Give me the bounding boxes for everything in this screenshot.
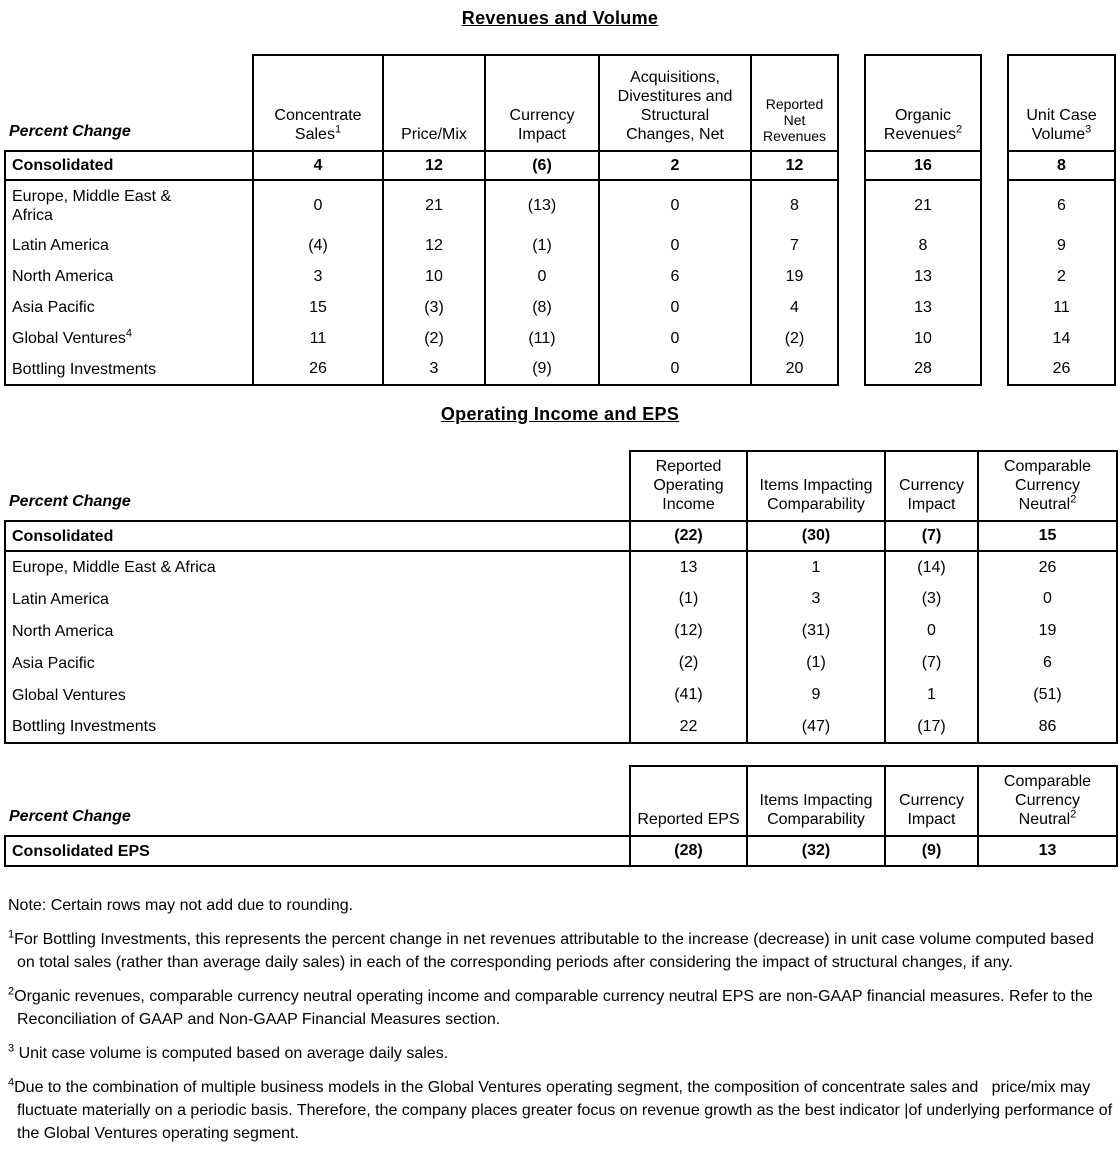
footnote-1 [8, 928, 1114, 974]
value-cell: 7 [751, 230, 838, 261]
value-cell: 8 [865, 230, 981, 261]
value-cell: 26 [978, 551, 1117, 583]
gap-cell [981, 55, 1008, 151]
value-cell: 28 [865, 354, 981, 385]
footnote-3 [8, 1042, 1114, 1065]
value-cell: 13 [865, 292, 981, 323]
value-cell: (2) [383, 323, 485, 354]
header-unit-case-volume [1008, 55, 1115, 151]
header-text: Comparable Currency Neutral [1003, 458, 1092, 513]
gap-cell [838, 151, 865, 180]
value-cell: 26 [253, 354, 383, 385]
operating-income-eps-title: Operating Income and EPS [440, 404, 680, 424]
value-cell: 0 [978, 583, 1117, 615]
value-cell: (12) [630, 615, 747, 647]
row-label-latin-america: Latin America [5, 583, 630, 615]
header-text: Reported Operating Income [653, 458, 724, 513]
value-cell: 9 [1008, 230, 1115, 261]
gap-cell [838, 261, 865, 292]
header-reported-eps [630, 766, 747, 836]
value-cell: (47) [747, 711, 885, 743]
value-cell: 1 [885, 679, 978, 711]
header-text: Concentrate Sales [274, 107, 362, 143]
header-text: Currency Impact [899, 477, 964, 513]
value-cell: 0 [485, 261, 599, 292]
header-text: Acquisitions, Divestitures and Structural Changes, Net [617, 69, 733, 143]
header-reported-net-revenues [751, 55, 838, 151]
value-cell: 3 [383, 354, 485, 385]
header-text: Currency Impact [899, 792, 964, 828]
row-label-text: North America [12, 268, 114, 286]
row-label-emea [5, 180, 253, 230]
gap-cell [838, 180, 865, 230]
gap-cell [981, 354, 1008, 385]
header-sup: 1 [334, 123, 342, 136]
value-cell: 13 [865, 261, 981, 292]
value-cell: 0 [885, 615, 978, 647]
header-acquisitions-divestitures [599, 55, 751, 151]
value-cell: 26 [1008, 354, 1115, 385]
value-cell: 8 [1008, 151, 1115, 180]
value-cell: (1) [630, 583, 747, 615]
row-label-asia-pacific: Asia Pacific [5, 647, 630, 679]
header-text: Items Impacting Comparability [759, 477, 873, 513]
value-cell: 86 [978, 711, 1117, 743]
value-cell: 14 [1008, 323, 1115, 354]
value-cell: 16 [865, 151, 981, 180]
header-price-mix [383, 55, 485, 151]
value-cell: (8) [485, 292, 599, 323]
footnote-text: Unit case volume is computed based on average daily sales. [14, 1045, 449, 1062]
value-cell: (3) [885, 583, 978, 615]
value-cell: (9) [885, 836, 978, 866]
value-cell: 0 [599, 292, 751, 323]
header-items-impacting-comparability [747, 451, 885, 521]
operating-income-table [4, 450, 1118, 744]
value-cell: (2) [630, 647, 747, 679]
value-cell: 15 [253, 292, 383, 323]
row-label-consolidated: Consolidated [5, 521, 630, 551]
row-label-text: Bottling Investments [12, 360, 157, 378]
footnote-marker: 2 [8, 985, 15, 998]
footnote-marker: 4 [8, 1076, 15, 1089]
header-text: Price/Mix [401, 126, 467, 143]
value-cell: (11) [485, 323, 599, 354]
footnote-text: For Bottling Investments, this represents the percent change in net revenues attributable to the increase (decrease) in unit case volume computed based on total sales (rather than average daily sales) in each of the corresponding periods after considering the impact of structural changes, if any. [14, 931, 1099, 971]
value-cell: 12 [751, 151, 838, 180]
header-text: Reported Net Revenues [762, 96, 827, 144]
revenues-volume-title: Revenues and Volume [461, 8, 659, 28]
value-cell: 4 [253, 151, 383, 180]
header-currency-impact [885, 451, 978, 521]
header-comparable-currency-neutral [978, 766, 1117, 836]
gap-cell [981, 292, 1008, 323]
header-text: Unit Case Volume [1026, 107, 1097, 143]
value-cell: 13 [630, 551, 747, 583]
row-label-global-ventures [5, 323, 253, 354]
percent-change-label: Percent Change [9, 808, 131, 825]
header-text: Comparable Currency Neutral [1003, 773, 1092, 828]
value-cell: 1 [747, 551, 885, 583]
value-cell: (13) [485, 180, 599, 230]
value-cell: (31) [747, 615, 885, 647]
row-label-global-ventures: Global Ventures [5, 679, 630, 711]
row-label-sup: 4 [125, 327, 132, 340]
percent-change-label: Percent Change [9, 493, 131, 510]
header-currency-impact [485, 55, 599, 151]
gap-cell [981, 230, 1008, 261]
value-cell: (22) [630, 521, 747, 551]
footnote-marker: 1 [8, 928, 15, 941]
value-cell: (6) [485, 151, 599, 180]
row-label-text: Global Ventures [12, 330, 126, 348]
percent-change-label: Percent Change [9, 123, 131, 140]
value-cell: 15 [978, 521, 1117, 551]
header-organic-revenues [865, 55, 981, 151]
value-cell: (4) [253, 230, 383, 261]
footnote-text: Organic revenues, comparable currency neutral operating income and comparable currency neutral EPS are non-GAAP financial measures. Refer to the Reconciliation of GAAP and Non-GAAP Financial Measures section. [14, 988, 1098, 1028]
footnote-2 [8, 985, 1114, 1031]
footnote-marker: 3 [8, 1042, 15, 1055]
value-cell: 13 [978, 836, 1117, 866]
value-cell: 11 [253, 323, 383, 354]
value-cell: 6 [978, 647, 1117, 679]
gap-cell [838, 230, 865, 261]
value-cell: 11 [1008, 292, 1115, 323]
header-text: Items Impacting Comparability [759, 792, 873, 828]
value-cell: (1) [485, 230, 599, 261]
value-cell: 2 [599, 151, 751, 180]
gap-cell [838, 55, 865, 151]
value-cell: 4 [751, 292, 838, 323]
value-cell: 0 [599, 354, 751, 385]
value-cell: 12 [383, 230, 485, 261]
value-cell: 0 [599, 180, 751, 230]
value-cell: 0 [599, 230, 751, 261]
footnotes [4, 894, 1116, 1145]
value-cell: (32) [747, 836, 885, 866]
value-cell: 22 [630, 711, 747, 743]
row-label-bottling-investments: Bottling Investments [5, 711, 630, 743]
row-label-emea: Europe, Middle East & Africa [5, 551, 630, 583]
gap-cell [981, 261, 1008, 292]
value-cell: (41) [630, 679, 747, 711]
header-sup: 2 [1070, 808, 1077, 821]
header-items-impacting-comparability [747, 766, 885, 836]
value-cell: (9) [485, 354, 599, 385]
value-cell: (51) [978, 679, 1117, 711]
value-cell: 0 [599, 323, 751, 354]
row-label-consolidated-eps: Consolidated EPS [5, 836, 630, 866]
row-label-text: Latin America [12, 237, 109, 255]
value-cell: 2 [1008, 261, 1115, 292]
header-comparable-currency-neutral [978, 451, 1117, 521]
header-sup: 3 [1085, 123, 1092, 136]
value-cell: 3 [747, 583, 885, 615]
row-label-text: Europe, Middle East & Africa [12, 187, 172, 224]
value-cell: 21 [865, 180, 981, 230]
header-reported-operating-income [630, 451, 747, 521]
value-cell: 10 [865, 323, 981, 354]
value-cell: (1) [747, 647, 885, 679]
value-cell: (30) [747, 521, 885, 551]
value-cell: 19 [751, 261, 838, 292]
gap-cell [838, 292, 865, 323]
gap-cell [838, 323, 865, 354]
value-cell: (28) [630, 836, 747, 866]
header-text: Currency Impact [509, 107, 575, 143]
footnote-4 [8, 1076, 1117, 1145]
header-sup: 2 [955, 123, 963, 136]
value-cell: (3) [383, 292, 485, 323]
rounding-note: Note: Certain rows may not add due to rounding. [8, 897, 354, 914]
gap-cell [838, 354, 865, 385]
value-cell: (7) [885, 521, 978, 551]
gap-cell [981, 180, 1008, 230]
value-cell: 8 [751, 180, 838, 230]
header-concentrate-sales [253, 55, 383, 151]
value-cell: 12 [383, 151, 485, 180]
row-label-north-america [5, 261, 253, 292]
value-cell: 3 [253, 261, 383, 292]
value-cell: 9 [747, 679, 885, 711]
header-sup: 2 [1070, 493, 1077, 506]
value-cell: 6 [599, 261, 751, 292]
header-text: Reported EPS [637, 811, 740, 828]
value-cell: 19 [978, 615, 1117, 647]
row-label-consolidated: Consolidated [5, 151, 253, 180]
value-cell: 10 [383, 261, 485, 292]
row-label-latin-america [5, 230, 253, 261]
value-cell: (14) [885, 551, 978, 583]
value-cell: (2) [751, 323, 838, 354]
row-label-north-america: North America [5, 615, 630, 647]
value-cell: 0 [253, 180, 383, 230]
value-cell: (17) [885, 711, 978, 743]
value-cell: (7) [885, 647, 978, 679]
gap-cell [981, 151, 1008, 180]
value-cell: 6 [1008, 180, 1115, 230]
value-cell: 20 [751, 354, 838, 385]
row-label-bottling-investments [5, 354, 253, 385]
header-text: Organic Revenues [883, 107, 956, 143]
gap-cell [981, 323, 1008, 354]
revenues-table [4, 54, 1116, 386]
header-currency-impact [885, 766, 978, 836]
value-cell: 21 [383, 180, 485, 230]
eps-table [4, 765, 1118, 867]
row-label-asia-pacific [5, 292, 253, 323]
row-label-text: Asia Pacific [12, 299, 95, 317]
footnote-text: Due to the combination of multiple business models in the Global Ventures operating segment, the composition of concentrate sales and price/mix may fluctuate materially on a periodic basis. Therefore, the company places greater focus on revenue growth as the best indicator |of underlying performance of the Global Ventures operating segment. [14, 1079, 1117, 1142]
